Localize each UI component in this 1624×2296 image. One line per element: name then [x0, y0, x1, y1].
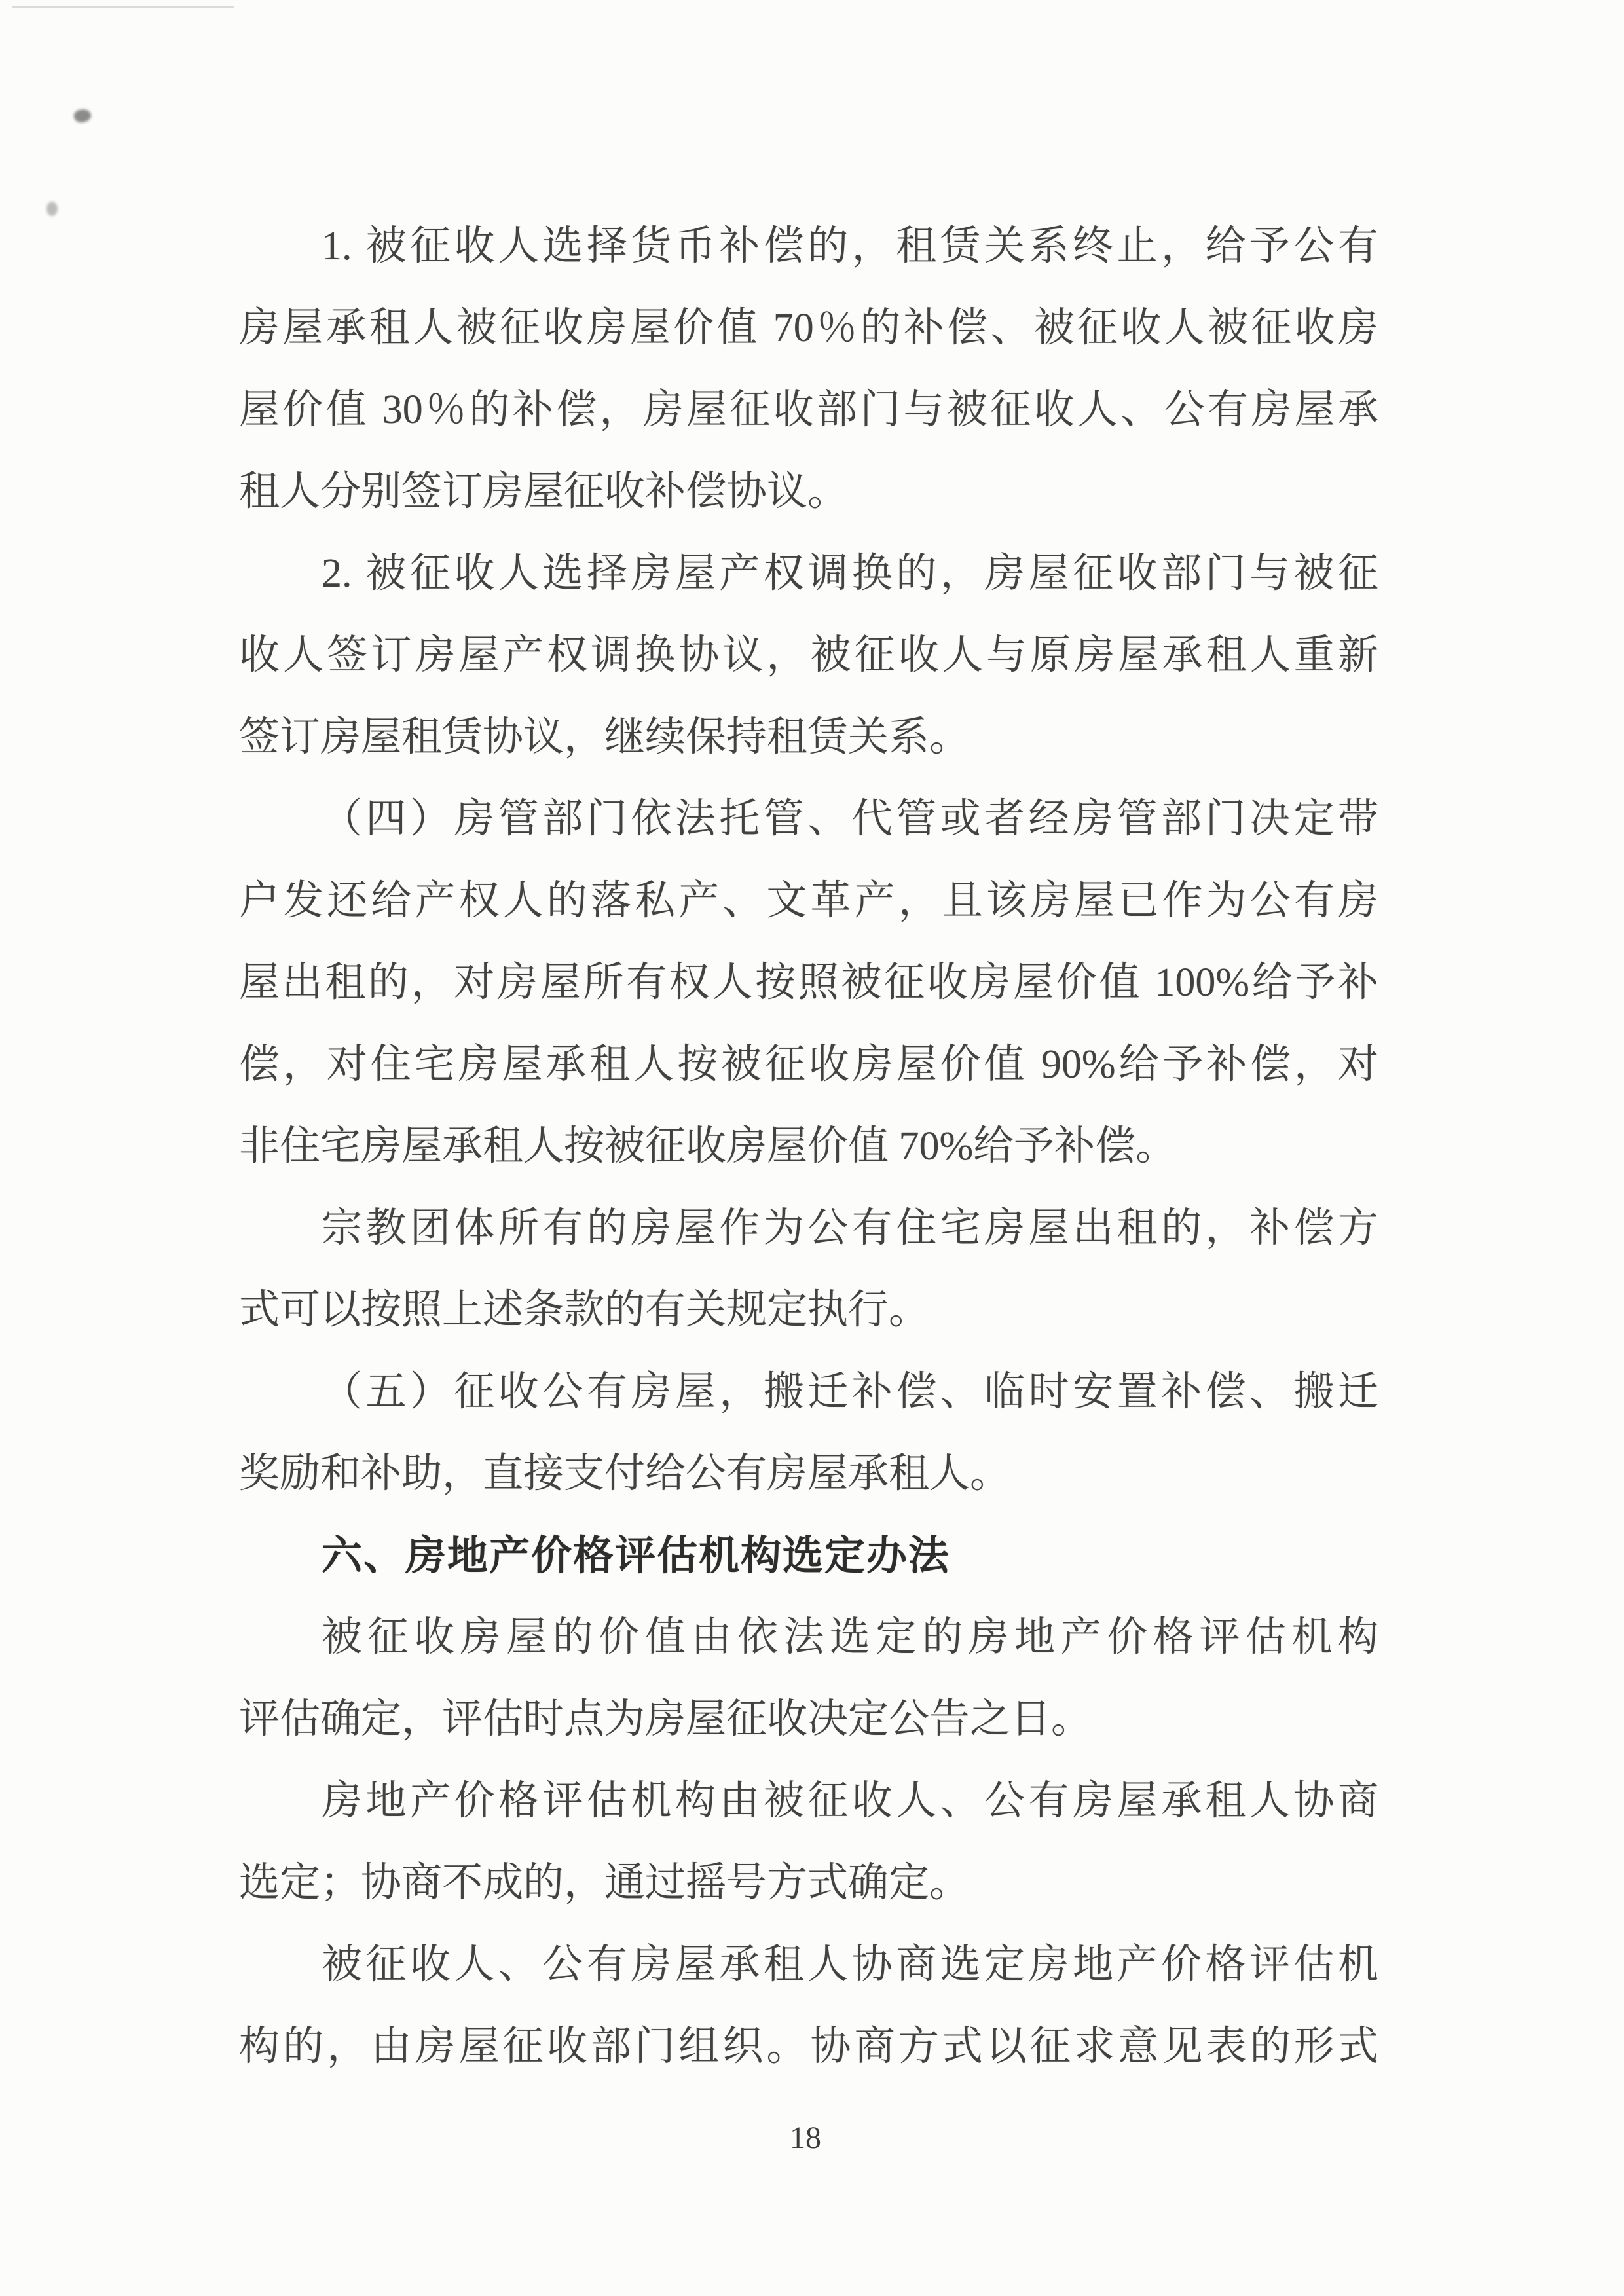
text-line: （四）房管部门依法托管、代管或者经房管部门决定带 — [322, 797, 1378, 841]
scan-artifact-smudge — [46, 202, 58, 216]
text-line: 屋出租的，对房屋所有权人按照被征收房屋价值 100%给予补 — [239, 960, 1378, 1005]
text-line: 户发还给产权人的落私产、文革产，且该房屋已作为公有房 — [239, 879, 1378, 923]
text-line: 被征收房屋的价值由依法选定的房地产价格评估机构 — [322, 1615, 1378, 1660]
paragraph — [239, 778, 1378, 1188]
paragraph — [239, 1597, 1378, 1760]
text-line: 非住宅房屋承租人按被征收房屋价值 70%给予补偿。 — [239, 1124, 1177, 1169]
text-line: 签订房屋租赁协议，继续保持租赁关系。 — [239, 715, 970, 759]
paragraph — [239, 206, 1378, 533]
text-line: 收人签订房屋产权调换协议，被征收人与原房屋承租人重新 — [239, 633, 1378, 678]
paragraph — [239, 1351, 1378, 1515]
text-line: 评估确定，评估时点为房屋征收决定公告之日。 — [239, 1697, 1092, 1741]
text-line: 租人分别签订房屋征收补偿协议。 — [239, 469, 849, 514]
text-line: 宗教团体所有的房屋作为公有住宅房屋出租的，补偿方 — [322, 1206, 1378, 1250]
text-line: 被征收人、公有房屋承租人协商选定房地产价格评估机 — [322, 1942, 1378, 1987]
text-block — [239, 206, 1378, 2088]
section-heading — [239, 1515, 1378, 1597]
text-line: 房屋承租人被征收房屋价值 70％的补偿、被征收人被征收房 — [239, 306, 1378, 350]
text-line: 式可以按照上述条款的有关规定执行。 — [239, 1288, 930, 1332]
text-line: 偿，对住宅房屋承租人按被征收房屋价值 90%给予补偿，对 — [239, 1042, 1378, 1087]
text-line: 奖励和补助，直接支付给公有房屋承租人。 — [239, 1451, 1011, 1496]
text-line: 选定；协商不成的，通过摇号方式确定。 — [239, 1861, 970, 1905]
paragraph — [239, 533, 1378, 778]
text-line: 屋价值 30％的补偿，房屋征收部门与被征收人、公有房屋承 — [239, 388, 1378, 432]
paragraph — [239, 1760, 1378, 1924]
text-line: 构的，由房屋征收部门组织。协商方式以征求意见表的形式 — [239, 2024, 1378, 2069]
text-line: （五）征收公有房屋，搬迁补偿、临时安置补偿、搬迁 — [322, 1370, 1378, 1414]
paragraph — [239, 1924, 1378, 2088]
heading-line: 六、房地产价格评估机构选定办法 — [322, 1533, 951, 1578]
scan-artifact-line — [12, 6, 234, 8]
text-line: 1. 被征收人选择货币补偿的，租赁关系终止，给予公有 — [322, 224, 1378, 268]
page-number: 18 — [790, 2121, 821, 2155]
text-line: 2. 被征收人选择房屋产权调换的，房屋征收部门与被征 — [322, 551, 1378, 596]
paragraph — [239, 1188, 1378, 1351]
text-line: 房地产价格评估机构由被征收人、公有房屋承租人协商 — [322, 1779, 1378, 1823]
scan-artifact-smudge — [73, 107, 92, 124]
